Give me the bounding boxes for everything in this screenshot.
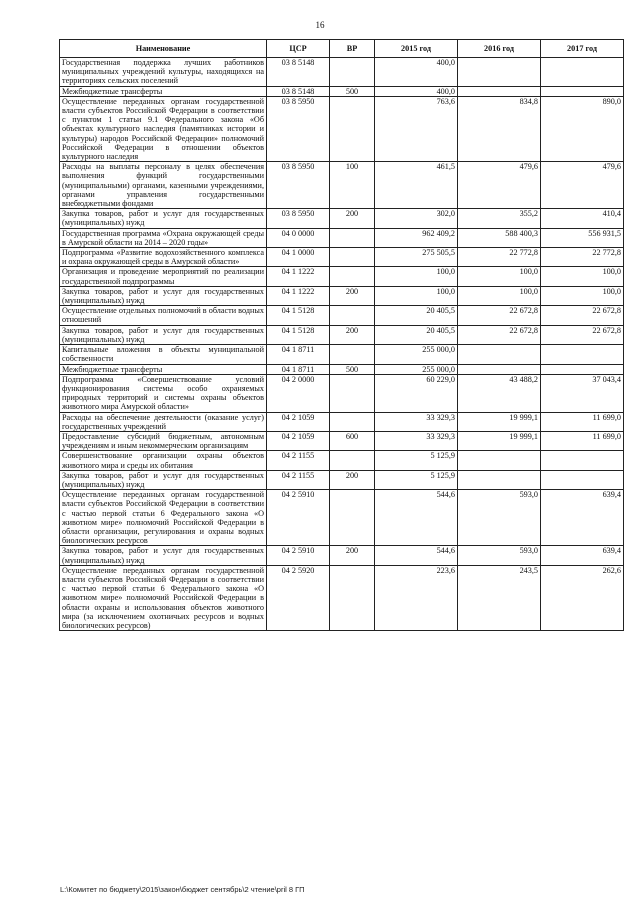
row-amount-2017: 11 699,0 [541,412,624,431]
table-row [60,451,624,470]
row-amount-2015: 302,0 [375,209,458,228]
row-vr: 100 [330,162,375,209]
row-amount-2015: 461,5 [375,162,458,209]
row-amount-2017 [541,345,624,364]
row-amount-2015: 100,0 [375,286,458,305]
row-amount-2017: 100,0 [541,286,624,305]
row-amount-2016: 100,0 [458,267,541,286]
row-name: Осуществление отдельных полномочий в области водных отношений [60,306,267,325]
header-vr: ВР [330,40,375,58]
row-csr: 03 8 5148 [267,86,330,96]
row-amount-2015: 33 329,3 [375,412,458,431]
header-2016: 2016 год [458,40,541,58]
row-amount-2015: 223,6 [375,565,458,630]
table-row [60,546,624,565]
row-vr: 500 [330,364,375,374]
file-path-footer: L:\Комитет по бюджету\2015\закон\бюджет сентябрь\2 чтение\pril 8 ГП [60,885,305,894]
row-amount-2016: 22 672,8 [458,325,541,344]
row-amount-2016 [458,470,541,489]
row-csr: 04 1 5128 [267,325,330,344]
row-csr: 04 1 8711 [267,364,330,374]
row-amount-2017: 639,4 [541,546,624,565]
row-amount-2017: 890,0 [541,96,624,161]
table-row [60,96,624,161]
table-row [60,431,624,450]
row-name: Закупка товаров, работ и услуг для государственных (муниципальных) нужд [60,209,267,228]
row-amount-2017 [541,58,624,87]
row-name: Подпрограмма «Совершенствование условий функционирования системы особо охраняемых природных территорий и системы охраны объектов животного мира Амурской области» [60,374,267,412]
row-name: Совершенствование организации охраны объектов животного мира и среды их обитания [60,451,267,470]
row-name: Осуществление переданных органам государственной власти субъектов Российской Федерации в соответствии с частью первой статьи 6 Федерального закона «О животном мире» полномочий Российской Федерации в области охраны и использования объектов животного мира (за исключением охотничьих ресурсов и водных биологических ресурсов) [60,565,267,630]
table-row [60,86,624,96]
row-amount-2016: 593,0 [458,546,541,565]
row-csr: 03 8 5148 [267,58,330,87]
row-csr: 04 2 5920 [267,565,330,630]
table-row [60,345,624,364]
row-vr [330,228,375,247]
row-vr [330,306,375,325]
row-vr [330,345,375,364]
table-row [60,306,624,325]
row-amount-2017 [541,86,624,96]
row-vr: 200 [330,470,375,489]
page-number: 16 [315,20,325,30]
row-amount-2017: 556 931,5 [541,228,624,247]
row-vr: 200 [330,209,375,228]
table-row [60,374,624,412]
row-amount-2016: 19 999,1 [458,412,541,431]
row-amount-2016: 834,8 [458,96,541,161]
row-name: Государственная поддержка лучших работников муниципальных учреждений культуры, находящихся на территориях сельских поселений [60,58,267,87]
table-row [60,162,624,209]
row-csr: 03 8 5950 [267,209,330,228]
row-vr [330,490,375,546]
row-amount-2016: 100,0 [458,286,541,305]
row-csr: 04 2 1059 [267,412,330,431]
row-amount-2015: 255 000,0 [375,364,458,374]
row-name: Расходы на выплаты персоналу в целях обеспечения выполнения функций государственными (муниципальными) органами, казенными учреждениями, органами управления государственными внебюджетными фондами [60,162,267,209]
row-name: Осуществление переданных органам государственной власти субъектов Российской Федерации в соответствии с пунктом 1 статьи 9.1 Федерального закона «Об объектах культурного наследия (памятниках истории и культуры) народов Российской Федерации» полномочий Российской Федерации в отношении объектов культурного наследия [60,96,267,161]
row-amount-2017: 639,4 [541,490,624,546]
table-header-row [60,40,624,58]
row-amount-2017 [541,470,624,489]
table-row [60,228,624,247]
row-amount-2016: 355,2 [458,209,541,228]
row-vr: 500 [330,86,375,96]
row-csr: 04 0 0000 [267,228,330,247]
row-amount-2015: 400,0 [375,86,458,96]
table-row [60,58,624,87]
row-amount-2016: 588 400,3 [458,228,541,247]
row-amount-2017: 410,4 [541,209,624,228]
row-name: Закупка товаров, работ и услуг для государственных (муниципальных) нужд [60,470,267,489]
table-row [60,364,624,374]
row-csr: 04 2 1155 [267,470,330,489]
row-amount-2016: 593,0 [458,490,541,546]
row-csr: 04 2 1059 [267,431,330,450]
row-amount-2016 [458,345,541,364]
row-vr [330,565,375,630]
row-amount-2015: 544,6 [375,546,458,565]
row-amount-2015: 20 405,5 [375,325,458,344]
row-amount-2016: 22 672,8 [458,306,541,325]
row-csr: 03 8 5950 [267,96,330,161]
row-amount-2016: 479,6 [458,162,541,209]
row-amount-2017: 100,0 [541,267,624,286]
row-amount-2015: 33 329,3 [375,431,458,450]
table-row [60,325,624,344]
table-row [60,412,624,431]
row-amount-2015: 5 125,9 [375,470,458,489]
row-amount-2016 [458,58,541,87]
row-amount-2015: 20 405,5 [375,306,458,325]
row-amount-2017: 22 672,8 [541,306,624,325]
row-vr: 200 [330,546,375,565]
row-csr: 04 2 1155 [267,451,330,470]
row-csr: 04 1 8711 [267,345,330,364]
row-name: Организация и проведение мероприятий по реализации государственной подпрограммы [60,267,267,286]
row-amount-2017: 37 043,4 [541,374,624,412]
row-name: Межбюджетные трансферты [60,364,267,374]
row-amount-2016: 43 488,2 [458,374,541,412]
row-amount-2015: 255 000,0 [375,345,458,364]
row-amount-2015: 763,6 [375,96,458,161]
row-amount-2015: 60 229,0 [375,374,458,412]
header-name: Наименование [60,40,267,58]
header-2017: 2017 год [541,40,624,58]
row-amount-2016 [458,86,541,96]
table-row [60,490,624,546]
table-row [60,470,624,489]
row-vr [330,58,375,87]
row-amount-2016: 243,5 [458,565,541,630]
row-name: Предоставление субсидий бюджетным, автономным учреждениям и иным некоммерческим организациям [60,431,267,450]
row-amount-2016: 19 999,1 [458,431,541,450]
row-csr: 04 2 5910 [267,490,330,546]
row-name: Капитальные вложения в объекты муниципальной собственности [60,345,267,364]
row-amount-2017: 22 772,8 [541,248,624,267]
row-csr: 04 1 0000 [267,248,330,267]
row-csr: 04 2 5910 [267,546,330,565]
row-csr: 03 8 5950 [267,162,330,209]
row-vr [330,374,375,412]
row-vr: 200 [330,286,375,305]
row-csr: 04 1 1222 [267,267,330,286]
row-vr [330,451,375,470]
row-amount-2017: 479,6 [541,162,624,209]
row-amount-2015: 5 125,9 [375,451,458,470]
row-vr [330,96,375,161]
row-amount-2015: 962 409,2 [375,228,458,247]
row-amount-2016 [458,364,541,374]
row-amount-2017: 22 672,8 [541,325,624,344]
row-name: Закупка товаров, работ и услуг для государственных (муниципальных) нужд [60,546,267,565]
row-vr: 600 [330,431,375,450]
row-vr [330,412,375,431]
row-csr: 04 1 5128 [267,306,330,325]
table-row [60,565,624,630]
row-amount-2015: 275 505,5 [375,248,458,267]
row-amount-2015: 100,0 [375,267,458,286]
header-2015: 2015 год [375,40,458,58]
row-vr [330,267,375,286]
row-amount-2015: 400,0 [375,58,458,87]
row-csr: 04 1 1222 [267,286,330,305]
table-row [60,248,624,267]
row-name: Осуществление переданных органам государственной власти субъектов Российской Федерации в соответствии с частью первой статьи 6 Федерального закона «О животном мире» полномочий Российской Федерации в области организации, регулирования и охраны водных биологических ресурсов [60,490,267,546]
row-vr [330,248,375,267]
row-csr: 04 2 0000 [267,374,330,412]
row-name: Подпрограмма «Развитие водохозяйственного комплекса и охрана окружающей среды в Амурской области» [60,248,267,267]
row-amount-2017 [541,451,624,470]
row-name: Закупка товаров, работ и услуг для государственных (муниципальных) нужд [60,286,267,305]
row-name: Межбюджетные трансферты [60,86,267,96]
row-amount-2017 [541,364,624,374]
row-amount-2017: 262,6 [541,565,624,630]
header-csr: ЦСР [267,40,330,58]
row-amount-2015: 544,6 [375,490,458,546]
row-name: Государственная программа «Охрана окружающей среды в Амурской области на 2014 – 2020 годы» [60,228,267,247]
table-row [60,286,624,305]
row-amount-2017: 11 699,0 [541,431,624,450]
table-row [60,267,624,286]
row-name: Расходы на обеспечение деятельности (оказание услуг) государственных учреждений [60,412,267,431]
row-vr: 200 [330,325,375,344]
budget-table [59,39,624,631]
row-name: Закупка товаров, работ и услуг для государственных (муниципальных) нужд [60,325,267,344]
table-row [60,209,624,228]
row-amount-2016: 22 772,8 [458,248,541,267]
row-amount-2016 [458,451,541,470]
